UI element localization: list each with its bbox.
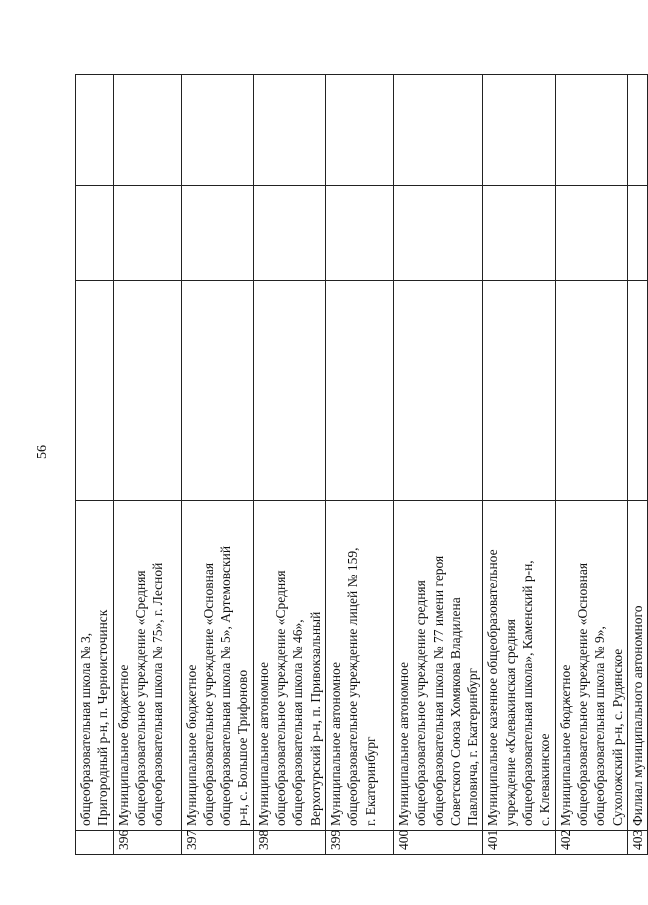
empty-cell bbox=[76, 186, 114, 281]
table-row bbox=[627, 75, 647, 855]
empty-cell bbox=[113, 75, 181, 186]
empty-cell bbox=[253, 75, 325, 186]
empty-cell bbox=[113, 186, 181, 281]
empty-cell bbox=[253, 186, 325, 281]
empty-cell bbox=[555, 281, 627, 501]
table-row bbox=[76, 75, 114, 855]
institution-name-cell bbox=[393, 501, 482, 831]
institution-name-cell bbox=[76, 501, 114, 831]
table-row bbox=[181, 75, 253, 855]
table-row bbox=[393, 75, 482, 855]
empty-cell bbox=[483, 75, 555, 186]
institution-name: Муниципальное казенное общеобразовательное учреждение «Клевакинская средняя общеобразовательная школа», Каменский р-н, с. Клевакинское bbox=[485, 549, 553, 826]
institution-name: Муниципальное бюджетное общеобразовательное учреждение «Средняя общеобразовательная школа № 75», г. Лесной bbox=[115, 562, 166, 826]
empty-cell bbox=[483, 186, 555, 281]
institution-name-cell bbox=[555, 501, 627, 831]
institution-name: Муниципальное автономное общеобразовательное учреждение средняя общеобразовательная школа № 77 имени героя Советского Союза Хомякова Владилена Павловича, г. Екатеринбург bbox=[395, 555, 481, 826]
empty-cell bbox=[325, 186, 393, 281]
empty-cell bbox=[393, 75, 482, 186]
empty-cell bbox=[555, 186, 627, 281]
empty-cell bbox=[393, 186, 482, 281]
institution-name-cell bbox=[325, 501, 393, 831]
empty-cell bbox=[627, 75, 647, 186]
empty-cell bbox=[181, 186, 253, 281]
table-row bbox=[555, 75, 627, 855]
institution-name: Филиал муниципального автономного bbox=[629, 605, 645, 826]
empty-cell bbox=[555, 75, 627, 186]
rotated-table-container bbox=[75, 75, 645, 855]
empty-cell bbox=[76, 75, 114, 186]
row-number: 400 bbox=[393, 831, 482, 855]
row-number: 397 bbox=[181, 831, 253, 855]
row-number: 402 bbox=[555, 831, 627, 855]
empty-cell bbox=[627, 281, 647, 501]
row-number: 396 bbox=[113, 831, 181, 855]
row-number: 403 bbox=[627, 831, 647, 855]
empty-cell bbox=[325, 281, 393, 501]
institution-name-cell bbox=[627, 501, 647, 831]
empty-cell bbox=[325, 75, 393, 186]
empty-cell bbox=[253, 281, 325, 501]
table-row bbox=[253, 75, 325, 855]
empty-cell bbox=[483, 281, 555, 501]
institution-name-cell bbox=[181, 501, 253, 831]
institution-name-cell bbox=[253, 501, 325, 831]
table-row bbox=[113, 75, 181, 855]
page-number: 56 bbox=[35, 445, 50, 459]
empty-cell bbox=[181, 75, 253, 186]
schools-table bbox=[75, 74, 648, 855]
table-row bbox=[325, 75, 393, 855]
empty-cell bbox=[113, 281, 181, 501]
institution-name: Муниципальное бюджетное общеобразовательное учреждение «Основная общеобразовательная школа № 9», Сухоложский р-н, с. Рудянское bbox=[557, 562, 625, 826]
institution-name-cell bbox=[483, 501, 555, 831]
institution-name: Муниципальное автономное общеобразовательное учреждение лицей № 159, г. Екатеринбург bbox=[327, 547, 378, 826]
institution-name-cell bbox=[113, 501, 181, 831]
institution-name: Муниципальное бюджетное общеобразовательное учреждение «Основная общеобразовательная школа № 5», Артемовский р-н, с. Большое Трифоново bbox=[183, 545, 251, 826]
empty-cell bbox=[181, 281, 253, 501]
row-number bbox=[76, 831, 114, 855]
institution-name: общеобразовательная школа № 3, Пригородный р-н, п. Черноисточинск bbox=[78, 609, 111, 826]
row-number: 399 bbox=[325, 831, 393, 855]
table-row bbox=[483, 75, 555, 855]
empty-cell bbox=[627, 186, 647, 281]
empty-cell bbox=[76, 281, 114, 501]
row-number: 398 bbox=[253, 831, 325, 855]
empty-cell bbox=[393, 281, 482, 501]
institution-name: Муниципальное автономное общеобразовательное учреждение «Средняя общеобразовательная школа № 46», Верхотурский р-н, п. Привокзальный bbox=[255, 570, 323, 826]
row-number: 401 bbox=[483, 831, 555, 855]
